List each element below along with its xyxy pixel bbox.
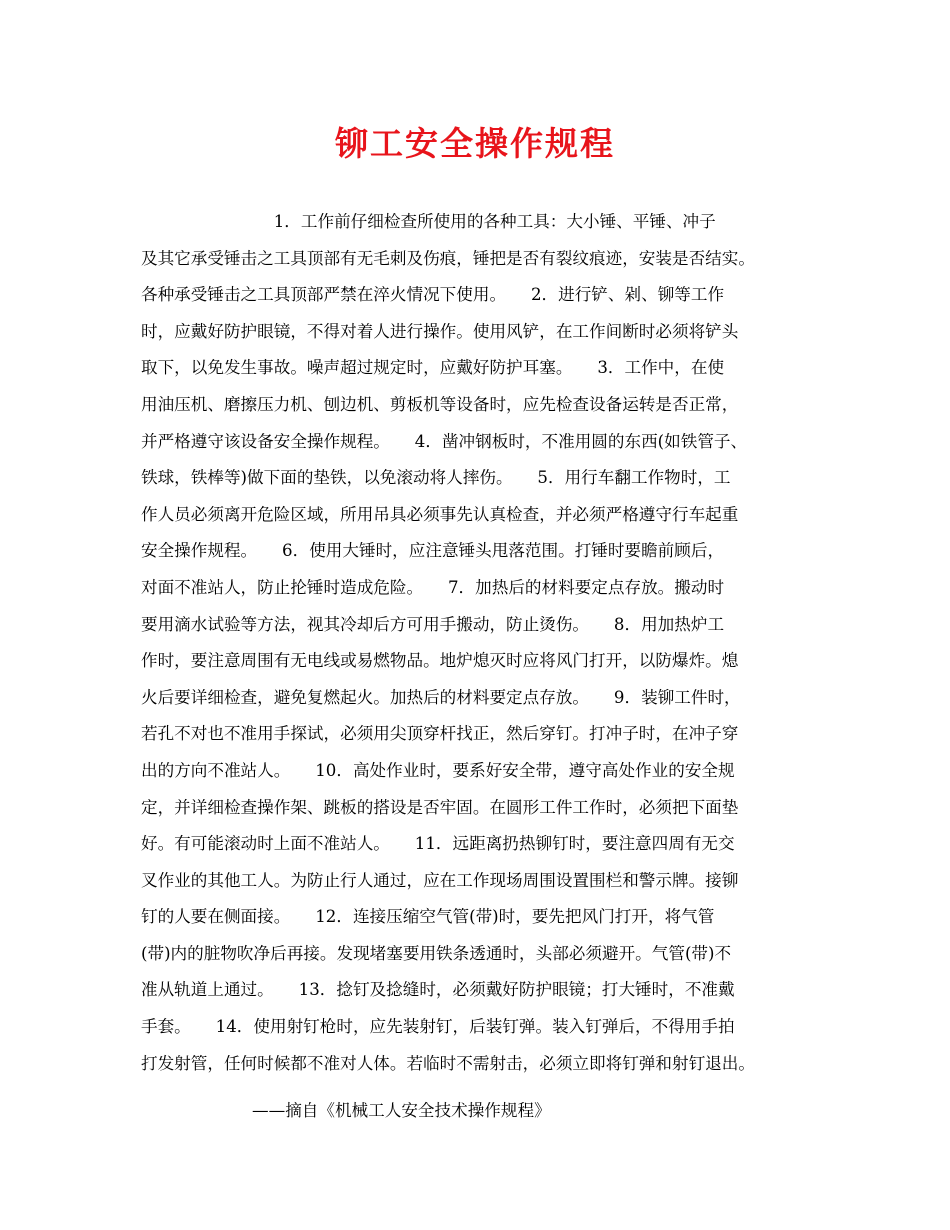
body-line: 出的方向不准站人。 10．高处作业时，要系好安全带，遵守高处作业的安全规	[141, 760, 735, 780]
body-line: 要用滴水试验等方法，视其冷却后方可用手搬动，防止烫伤。 8．用加热炉工	[141, 614, 725, 634]
body-line: 用油压机、磨擦压力机、刨边机、剪板机等设备时，应先检查设备运转是否正常，	[141, 394, 739, 414]
body-line: 作人员必须离开危险区域，所用吊具必须事先认真检查，并必须严格遵守行车起重	[141, 504, 739, 524]
body-line: 1．工作前仔细检查所使用的各种工具：大小锤、平锤、冲子	[141, 212, 716, 231]
body-line: 准从轨道上通过。 13．捻钉及捻缝时，必须戴好防护眼镜；打大锤时，不准戴	[141, 980, 735, 1000]
source-citation: ——摘自《机械工人安全技术操作规程》	[252, 1101, 551, 1120]
body-line: 钉的人要在侧面接。 12．连接压缩空气管(带)时，要先把风门打开，将气管	[141, 907, 715, 927]
body-line: 并严格遵守该设备安全操作规程。 4．凿冲钢板时，不准用圆的东西(如铁管子、	[141, 431, 748, 451]
body-line: 火后要详细检查，避免复燃起火。加热后的材料要定点存放。 9．装铆工件时，	[141, 687, 741, 707]
body-line: 安全操作规程。 6．使用大锤时，应注意锤头甩落范围。打锤时要瞻前顾后，	[141, 541, 725, 561]
body-line: 取下，以免发生事故。噪声超过规定时，应戴好防护耳塞。 3．工作中，在使	[141, 358, 725, 378]
body-line: 定，并详细检查操作架、跳板的搭设是否牢固。在圆形工件工作时，必须把下面垫	[141, 797, 739, 817]
body-line: 及其它承受锤击之工具顶部有无毛刺及伤痕，锤把是否有裂纹痕迹，安装是否结实。	[141, 248, 755, 268]
body-line: 若孔不对也不准用手探试，必须用尖顶穿杆找正，然后穿钉。打冲子时，在冲子穿	[141, 724, 739, 744]
body-line: 对面不准站人，防止抡锤时造成危险。 7．加热后的材料要定点存放。搬动时	[141, 577, 725, 597]
body-line: (带)内的脏物吹净后再接。发现堵塞要用铁条透通时，头部必须避开。气管(带)不	[141, 943, 732, 963]
body-line: 好。有可能滚动时上面不准站人。 11．远距离扔热铆钉时，要注意四周有无交	[141, 834, 735, 854]
body-line: 作时，要注意周围有无电线或易燃物品。地炉熄灭时应将风门打开，以防爆炸。熄	[141, 651, 739, 671]
body-line: 打发射管，任何时候都不准对人体。若临时不需射击，必须立即将钉弹和射钉退出。	[141, 1053, 755, 1073]
body-line: 手套。 14．使用射钉枪时，应先装射钉，后装钉弹。装入钉弹后，不得用手拍	[141, 1017, 735, 1037]
document-body	[141, 204, 831, 1082]
body-line: 各种承受锤击之工具顶部严禁在淬火情况下使用。 2．进行铲、剁、铆等工作	[141, 285, 725, 305]
body-line: 时，应戴好防护眼镜，不得对着人进行操作。使用风铲，在工作间断时必须将铲头	[141, 321, 739, 341]
body-line: 叉作业的其他工人。为防止行人通过，应在工作现场周围设置围栏和警示牌。接铆	[141, 870, 739, 890]
body-line: 铁球，铁棒等)做下面的垫铁，以免滚动将人摔伤。 5．用行车翻工作物时，工	[141, 468, 731, 488]
document-title: 铆工安全操作规程	[335, 124, 615, 163]
